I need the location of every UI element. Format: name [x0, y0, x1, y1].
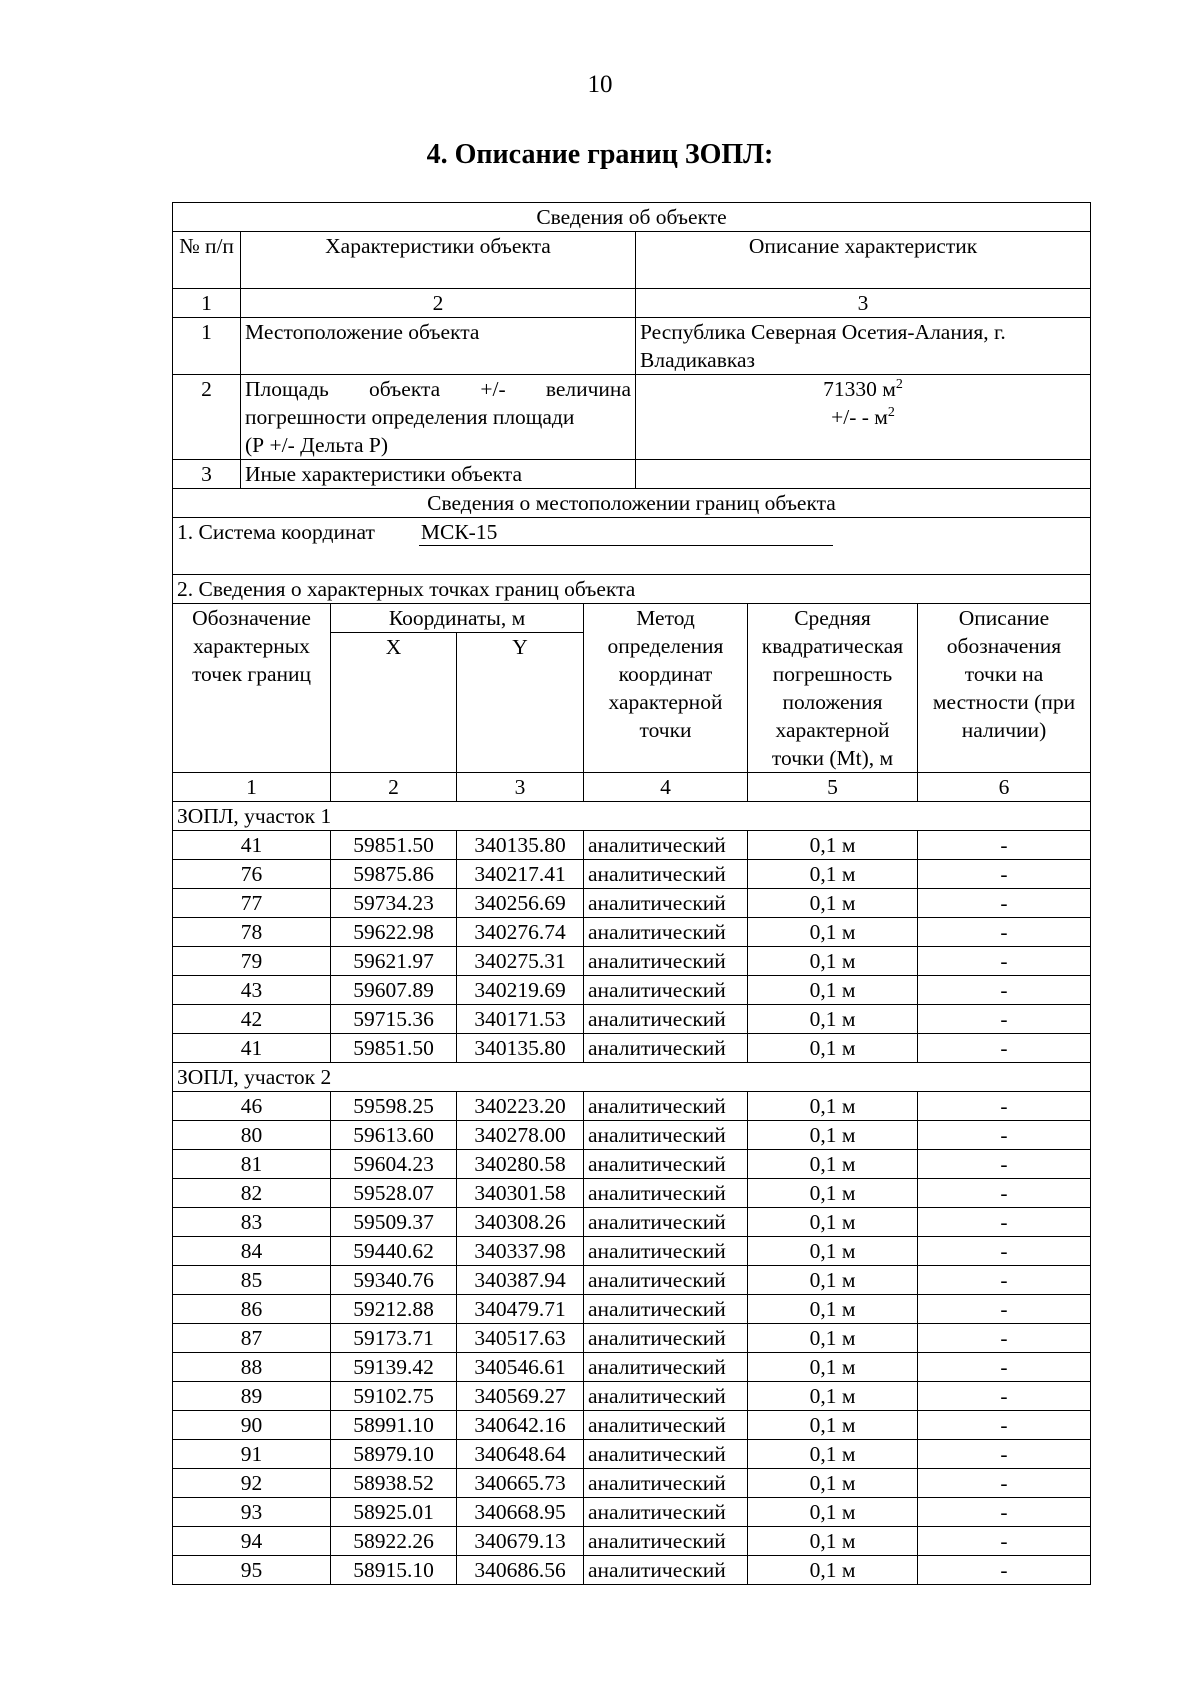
table-row [173, 831, 1091, 860]
error: 0,1 м [748, 1411, 918, 1440]
error: 0,1 м [748, 1092, 918, 1121]
area-unit-sup: 2 [895, 376, 903, 392]
table-row [173, 1121, 1091, 1150]
coord-y: 340337.98 [457, 1237, 584, 1266]
points-label: 2. Сведения о характерных точках границ объекта [173, 575, 1091, 604]
info-row-number: 2 [173, 375, 241, 460]
coord-y: 340679.13 [457, 1527, 584, 1556]
error: 0,1 м [748, 947, 918, 976]
point-description: - [918, 1440, 1091, 1469]
point-id: 41 [173, 1034, 331, 1063]
point-description: - [918, 1005, 1091, 1034]
coord-x: 59440.62 [331, 1237, 457, 1266]
info-num-1: 1 [173, 289, 241, 318]
point-description: - [918, 1092, 1091, 1121]
coord-y: 340546.61 [457, 1353, 584, 1382]
error: 0,1 м [748, 1121, 918, 1150]
coord-y: 340135.80 [457, 831, 584, 860]
col-error-header: Средняя квадратическая погрешность положения характерной точки (Mt), м [748, 604, 918, 773]
coord-y: 340223.20 [457, 1092, 584, 1121]
location-header-row [173, 489, 1091, 518]
point-id: 81 [173, 1150, 331, 1179]
coord-x: 59613.60 [331, 1121, 457, 1150]
point-description: - [918, 1150, 1091, 1179]
coord-x: 59604.23 [331, 1150, 457, 1179]
method: аналитический [584, 1469, 748, 1498]
point-description: - [918, 1527, 1091, 1556]
error: 0,1 м [748, 1527, 918, 1556]
point-id: 41 [173, 831, 331, 860]
error: 0,1 м [748, 860, 918, 889]
coord-x: 59139.42 [331, 1353, 457, 1382]
col-coords-header: Координаты, м [331, 604, 584, 633]
point-description: - [918, 1208, 1091, 1237]
coord-system-value: МСК-15 [419, 519, 833, 546]
coord-y: 340278.00 [457, 1121, 584, 1150]
table-row [173, 860, 1091, 889]
points-num-3: 3 [457, 773, 584, 802]
area-value: 71330 м [823, 377, 896, 401]
table-row [173, 1034, 1091, 1063]
coord-x: 59598.25 [331, 1092, 457, 1121]
table-row [173, 1324, 1091, 1353]
table-row [173, 1469, 1091, 1498]
point-description: - [918, 1324, 1091, 1353]
coord-x: 59851.50 [331, 831, 457, 860]
coord-x: 59851.50 [331, 1034, 457, 1063]
coord-x: 58922.26 [331, 1527, 457, 1556]
point-id: 82 [173, 1179, 331, 1208]
coord-x: 59734.23 [331, 889, 457, 918]
point-id: 46 [173, 1092, 331, 1121]
col-characteristics-header: Характеристики объекта [241, 232, 636, 289]
info-row-name [241, 375, 636, 460]
info-row-name: Местоположение объекта [241, 318, 636, 375]
point-description: - [918, 1121, 1091, 1150]
coord-system-row [173, 518, 1091, 575]
coord-y: 340256.69 [457, 889, 584, 918]
coord-x: 59528.07 [331, 1179, 457, 1208]
point-id: 76 [173, 860, 331, 889]
point-id: 87 [173, 1324, 331, 1353]
table-row [173, 1527, 1091, 1556]
point-id: 77 [173, 889, 331, 918]
coord-y: 340217.41 [457, 860, 584, 889]
point-id: 86 [173, 1295, 331, 1324]
table-row [173, 1382, 1091, 1411]
error: 0,1 м [748, 1440, 918, 1469]
point-description: - [918, 1295, 1091, 1324]
coord-x: 58938.52 [331, 1469, 457, 1498]
points-num-2: 2 [331, 773, 457, 802]
table-row [173, 1208, 1091, 1237]
point-description: - [918, 1266, 1091, 1295]
point-id: 91 [173, 1440, 331, 1469]
point-id: 90 [173, 1411, 331, 1440]
section-title: ЗОПЛ, участок 2 [173, 1063, 1091, 1092]
method: аналитический [584, 976, 748, 1005]
area-error: +/- - м [831, 405, 888, 429]
coord-y: 340280.58 [457, 1150, 584, 1179]
point-description: - [918, 918, 1091, 947]
points-numbering-row [173, 773, 1091, 802]
info-num-2: 2 [241, 289, 636, 318]
coord-x: 59715.36 [331, 1005, 457, 1034]
point-id: 85 [173, 1266, 331, 1295]
info-row-desc: Республика Северная Осетия-Алания, г. Владикавказ [636, 318, 1091, 375]
col-method-header: Метод определения координат характерной точки [584, 604, 748, 773]
coord-y: 340308.26 [457, 1208, 584, 1237]
info-row-number: 3 [173, 460, 241, 489]
point-id: 93 [173, 1498, 331, 1527]
error: 0,1 м [748, 1498, 918, 1527]
col-point-header: Обозначение характерных точек границ [173, 604, 331, 773]
method: аналитический [584, 947, 748, 976]
table-row [173, 918, 1091, 947]
table-row [173, 1440, 1091, 1469]
info-numbering-row [173, 289, 1091, 318]
method: аналитический [584, 1527, 748, 1556]
method: аналитический [584, 1266, 748, 1295]
boundary-table [172, 202, 1091, 1585]
method: аналитический [584, 1034, 748, 1063]
coord-y: 340479.71 [457, 1295, 584, 1324]
point-description: - [918, 976, 1091, 1005]
location-header: Сведения о местоположении границ объекта [173, 489, 1091, 518]
table-row [173, 1237, 1091, 1266]
error: 0,1 м [748, 831, 918, 860]
method: аналитический [584, 1295, 748, 1324]
object-info-header-row [173, 203, 1091, 232]
table-row [173, 1092, 1091, 1121]
table-row [173, 1150, 1091, 1179]
info-row-area [173, 375, 1091, 460]
method: аналитический [584, 1411, 748, 1440]
coord-y: 340648.64 [457, 1440, 584, 1469]
info-row-name: Иные характеристики объекта [241, 460, 636, 489]
coord-y: 340569.27 [457, 1382, 584, 1411]
coord-y: 340686.56 [457, 1556, 584, 1585]
coord-x: 59875.86 [331, 860, 457, 889]
point-id: 89 [173, 1382, 331, 1411]
error: 0,1 м [748, 1179, 918, 1208]
table-row [173, 1556, 1091, 1585]
coord-x: 58925.01 [331, 1498, 457, 1527]
point-id: 42 [173, 1005, 331, 1034]
coord-system-label: 1. Система координат [177, 520, 375, 544]
table-row [173, 1295, 1091, 1324]
coord-system-cell [173, 518, 1091, 575]
error: 0,1 м [748, 1469, 918, 1498]
info-row-desc [636, 460, 1091, 489]
col-y-header: Y [457, 633, 584, 773]
table-row [173, 889, 1091, 918]
page-title: 4. Описание границ ЗОПЛ: [426, 139, 774, 170]
table-row [173, 1498, 1091, 1527]
table-row [173, 1005, 1091, 1034]
table-row [173, 1353, 1091, 1382]
method: аналитический [584, 1324, 748, 1353]
point-description: - [918, 1382, 1091, 1411]
coord-x: 59173.71 [331, 1324, 457, 1353]
method: аналитический [584, 1150, 748, 1179]
point-id: 92 [173, 1469, 331, 1498]
area-name-line2: (Р +/- Дельта Р) [245, 433, 389, 457]
coord-y: 340135.80 [457, 1034, 584, 1063]
point-description: - [918, 1469, 1091, 1498]
area-name-line1: Площадь объекта +/- величина погрешности определения площади [245, 377, 631, 429]
page-number: 10 [587, 71, 613, 98]
points-header-row-1 [173, 604, 1091, 633]
area-error-unit-sup: 2 [887, 404, 895, 420]
point-description: - [918, 860, 1091, 889]
coord-y: 340219.69 [457, 976, 584, 1005]
point-id: 78 [173, 918, 331, 947]
coord-y: 340276.74 [457, 918, 584, 947]
coord-y: 340668.95 [457, 1498, 584, 1527]
table-row [173, 976, 1091, 1005]
point-description: - [918, 1498, 1091, 1527]
coord-y: 340301.58 [457, 1179, 584, 1208]
point-id: 83 [173, 1208, 331, 1237]
point-description: - [918, 1353, 1091, 1382]
coord-x: 59607.89 [331, 976, 457, 1005]
point-description: - [918, 947, 1091, 976]
point-description: - [918, 1237, 1091, 1266]
table-row [173, 1179, 1091, 1208]
points-num-6: 6 [918, 773, 1091, 802]
method: аналитический [584, 918, 748, 947]
coord-x: 58979.10 [331, 1440, 457, 1469]
point-id: 94 [173, 1527, 331, 1556]
point-id: 43 [173, 976, 331, 1005]
point-description: - [918, 831, 1091, 860]
section-header-row [173, 802, 1091, 831]
method: аналитический [584, 1208, 748, 1237]
coord-x: 58991.10 [331, 1411, 457, 1440]
method: аналитический [584, 1556, 748, 1585]
col-descr-header: Описание обозначения точки на местности (при наличии) [918, 604, 1091, 773]
coord-x: 59509.37 [331, 1208, 457, 1237]
method: аналитический [584, 1092, 748, 1121]
col-description-header: Описание характеристик [636, 232, 1091, 289]
point-id: 95 [173, 1556, 331, 1585]
error: 0,1 м [748, 976, 918, 1005]
error: 0,1 м [748, 1237, 918, 1266]
method: аналитический [584, 1179, 748, 1208]
info-columns-row [173, 232, 1091, 289]
col-number-header: № п/п [173, 232, 241, 289]
error: 0,1 м [748, 1208, 918, 1237]
method: аналитический [584, 1121, 748, 1150]
points-label-row [173, 575, 1091, 604]
info-row-number: 1 [173, 318, 241, 375]
method: аналитический [584, 1353, 748, 1382]
error: 0,1 м [748, 1005, 918, 1034]
points-num-4: 4 [584, 773, 748, 802]
error: 0,1 м [748, 889, 918, 918]
coord-x: 58915.10 [331, 1556, 457, 1585]
error: 0,1 м [748, 1382, 918, 1411]
section-header-row [173, 1063, 1091, 1092]
method: аналитический [584, 1005, 748, 1034]
method: аналитический [584, 1498, 748, 1527]
coord-x: 59621.97 [331, 947, 457, 976]
point-id: 80 [173, 1121, 331, 1150]
method: аналитический [584, 889, 748, 918]
error: 0,1 м [748, 918, 918, 947]
object-info-header: Сведения об объекте [173, 203, 1091, 232]
method: аналитический [584, 1237, 748, 1266]
coord-y: 340171.53 [457, 1005, 584, 1034]
point-description: - [918, 1179, 1091, 1208]
point-description: - [918, 1556, 1091, 1585]
method: аналитический [584, 1382, 748, 1411]
point-description: - [918, 889, 1091, 918]
info-row-location [173, 318, 1091, 375]
point-id: 88 [173, 1353, 331, 1382]
error: 0,1 м [748, 1034, 918, 1063]
coord-y: 340642.16 [457, 1411, 584, 1440]
info-row-desc [636, 375, 1091, 460]
method: аналитический [584, 860, 748, 889]
method: аналитический [584, 1440, 748, 1469]
points-num-1: 1 [173, 773, 331, 802]
col-x-header: X [331, 633, 457, 773]
info-num-3: 3 [636, 289, 1091, 318]
coord-x: 59340.76 [331, 1266, 457, 1295]
coord-y: 340387.94 [457, 1266, 584, 1295]
table-row [173, 1411, 1091, 1440]
error: 0,1 м [748, 1266, 918, 1295]
error: 0,1 м [748, 1353, 918, 1382]
point-description: - [918, 1034, 1091, 1063]
point-description: - [918, 1411, 1091, 1440]
section-title: ЗОПЛ, участок 1 [173, 802, 1091, 831]
error: 0,1 м [748, 1556, 918, 1585]
table-row [173, 947, 1091, 976]
coord-x: 59102.75 [331, 1382, 457, 1411]
info-row-other [173, 460, 1091, 489]
coord-x: 59622.98 [331, 918, 457, 947]
points-num-5: 5 [748, 773, 918, 802]
coord-x: 59212.88 [331, 1295, 457, 1324]
coord-y: 340665.73 [457, 1469, 584, 1498]
method: аналитический [584, 831, 748, 860]
error: 0,1 м [748, 1150, 918, 1179]
point-id: 84 [173, 1237, 331, 1266]
error: 0,1 м [748, 1324, 918, 1353]
coord-y: 340517.63 [457, 1324, 584, 1353]
point-id: 79 [173, 947, 331, 976]
coord-y: 340275.31 [457, 947, 584, 976]
error: 0,1 м [748, 1295, 918, 1324]
table-row [173, 1266, 1091, 1295]
